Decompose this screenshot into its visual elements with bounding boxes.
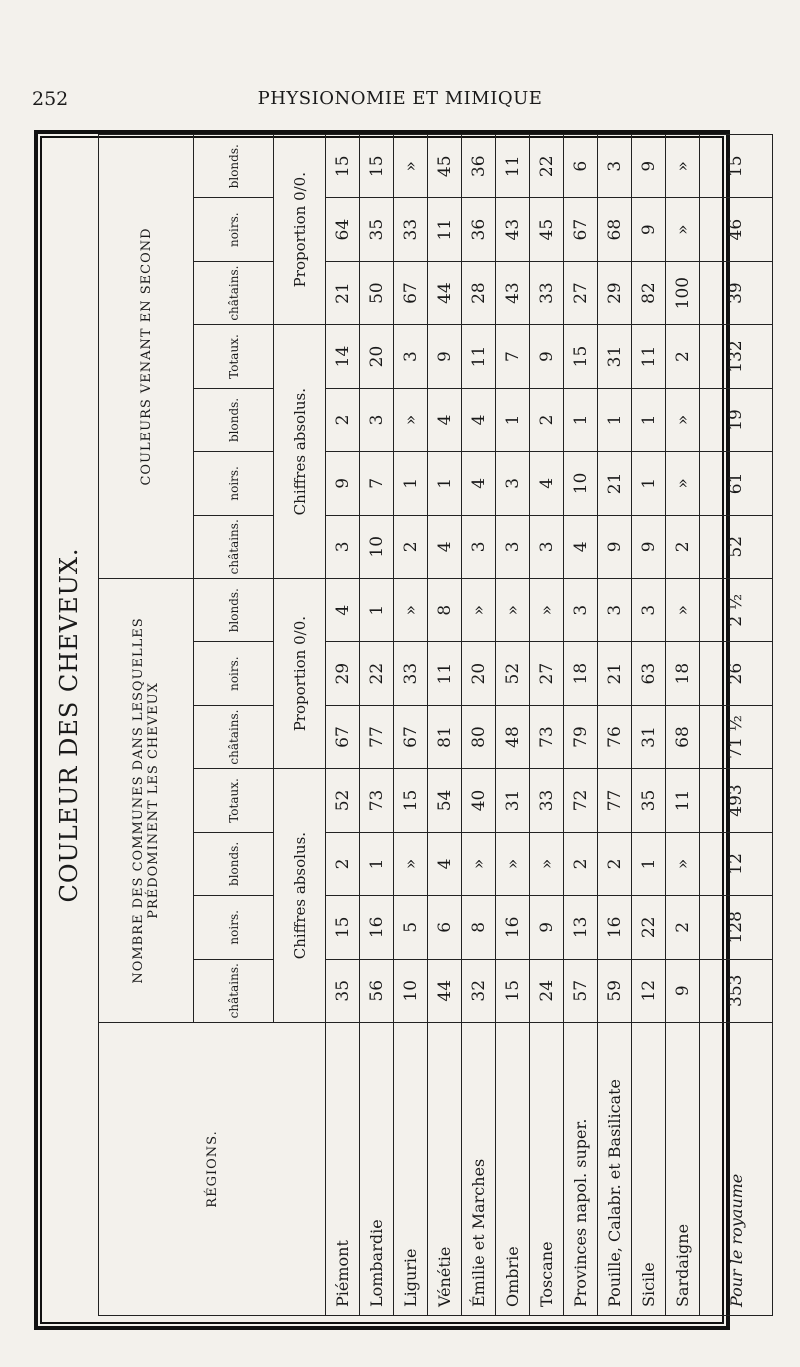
table-cell: 31 (496, 769, 530, 832)
table-cell: 73 (360, 769, 394, 832)
total-cell: 128 (700, 896, 773, 959)
table-cell: 28 (462, 261, 496, 324)
table-cell: 44 (428, 261, 462, 324)
table-cell: 31 (632, 705, 666, 768)
table-cell: 3 (496, 515, 530, 578)
table-cell: 81 (428, 705, 462, 768)
table-cell: 79 (564, 705, 598, 768)
table-cell: 27 (564, 261, 598, 324)
total-cell: 52 (700, 515, 773, 578)
table-cell: 2 (666, 896, 700, 959)
table-cell: 67 (394, 261, 428, 324)
region-name: Sardaigne (666, 1022, 700, 1315)
column-label: blonds. (194, 579, 274, 642)
table-cell: 57 (564, 959, 598, 1022)
table-cell: 50 (360, 261, 394, 324)
table-cell: 1 (632, 452, 666, 515)
table-cell: 2 (666, 515, 700, 578)
column-label: châtains. (194, 515, 274, 578)
column-label: blonds. (194, 135, 274, 198)
table-cell: 2 (666, 325, 700, 388)
table-cell: 15 (326, 896, 360, 959)
table-cell: 15 (326, 135, 360, 198)
table-cell: 15 (394, 769, 428, 832)
table-cell: » (666, 832, 700, 895)
table-cell: » (462, 579, 496, 642)
table-cell: 33 (394, 198, 428, 261)
table-cell: 3 (530, 515, 564, 578)
column-label: châtains. (194, 959, 274, 1022)
table-cell: 4 (462, 452, 496, 515)
table-cell: 45 (530, 198, 564, 261)
region-name: Émilie et Marches (462, 1022, 496, 1315)
table-cell: 3 (496, 452, 530, 515)
table-row (564, 135, 598, 1316)
table-cell: 33 (394, 642, 428, 705)
table-cell: » (394, 135, 428, 198)
total-cell: 12 (700, 832, 773, 895)
region-name: Sicile (632, 1022, 666, 1315)
total-cell: 26 (700, 642, 773, 705)
table-cell: 10 (394, 959, 428, 1022)
table-cell: 1 (428, 452, 462, 515)
table-cell: 33 (530, 261, 564, 324)
region-name: Piémont (326, 1022, 360, 1315)
table-cell: 56 (360, 959, 394, 1022)
table-cell: 67 (394, 705, 428, 768)
table-cell: 21 (598, 642, 632, 705)
table-cell: 21 (598, 452, 632, 515)
table-cell: 3 (598, 579, 632, 642)
table-row (530, 135, 564, 1316)
table-cell: 24 (530, 959, 564, 1022)
group2-header: COULEURS VENANT EN SECOND (99, 135, 194, 579)
table-cell: 20 (462, 642, 496, 705)
table-cell: 43 (496, 261, 530, 324)
table-cell: 4 (462, 388, 496, 451)
table-cell: 4 (326, 579, 360, 642)
total-row (700, 135, 773, 1316)
table-cell: » (530, 579, 564, 642)
table-row (428, 135, 462, 1316)
running-head: PHYSIONOMIE ET MIMIQUE (257, 88, 543, 109)
table-cell: 9 (530, 325, 564, 388)
total-cell: 71 ½ (700, 705, 773, 768)
rotated-table-container (40, 134, 746, 1316)
table-cell: 11 (632, 325, 666, 388)
table-cell: 1 (496, 388, 530, 451)
table-cell: 4 (428, 832, 462, 895)
table-cell: 40 (462, 769, 496, 832)
table-cell: 1 (360, 579, 394, 642)
total-cell: 132 (700, 325, 773, 388)
total-cell: 15 (700, 135, 773, 198)
total-label: Pour le royaume (700, 1022, 773, 1315)
table-cell: 16 (598, 896, 632, 959)
table-cell: 11 (666, 769, 700, 832)
region-name: Ombrie (496, 1022, 530, 1315)
table-cell: 7 (360, 452, 394, 515)
table-cell: 2 (598, 832, 632, 895)
table-cell: 76 (598, 705, 632, 768)
table-cell: » (462, 832, 496, 895)
table-cell: 16 (360, 896, 394, 959)
column-label: blonds. (194, 388, 274, 451)
region-name: Provinces napol. super. (564, 1022, 598, 1315)
table-cell: » (666, 198, 700, 261)
table-cell: 35 (326, 959, 360, 1022)
table-cell: 4 (428, 388, 462, 451)
table-cell: 80 (462, 705, 496, 768)
table-row (632, 135, 666, 1316)
region-name: Toscane (530, 1022, 564, 1315)
table-cell: 9 (666, 959, 700, 1022)
table-cell: 54 (428, 769, 462, 832)
table-cell: 1 (598, 388, 632, 451)
table-cell: 22 (632, 896, 666, 959)
table-cell: 36 (462, 135, 496, 198)
table-cell: 31 (598, 325, 632, 388)
table-cell: 59 (598, 959, 632, 1022)
total-cell: 46 (700, 198, 773, 261)
table-cell: 63 (632, 642, 666, 705)
table-cell: 1 (632, 388, 666, 451)
table-cell: 35 (360, 198, 394, 261)
table-cell: 52 (326, 769, 360, 832)
table-cell: 29 (326, 642, 360, 705)
sub-proportion-1: Proportion 0/0. (274, 579, 326, 769)
table-cell: 6 (564, 135, 598, 198)
column-label: châtains. (194, 261, 274, 324)
sub-proportion-2: Proportion 0/0. (274, 135, 326, 325)
table-cell: 15 (360, 135, 394, 198)
region-name: Ligurie (394, 1022, 428, 1315)
table-cell: 3 (394, 325, 428, 388)
table-cell: 52 (496, 642, 530, 705)
table-cell: 3 (598, 135, 632, 198)
sub-absolute-1: Chiffres absolus. (274, 769, 326, 1023)
table-cell: 1 (360, 832, 394, 895)
table-cell: 68 (666, 705, 700, 768)
table-cell: 82 (632, 261, 666, 324)
table-cell: » (394, 832, 428, 895)
table-cell: 72 (564, 769, 598, 832)
table-cell: 2 (394, 515, 428, 578)
table-cell: 11 (496, 135, 530, 198)
table-cell: 1 (564, 388, 598, 451)
table-cell: 2 (326, 388, 360, 451)
table-cell: » (496, 579, 530, 642)
table-cell: 3 (360, 388, 394, 451)
table-cell: 15 (496, 959, 530, 1022)
table-cell: 36 (462, 198, 496, 261)
table-cell: 43 (496, 198, 530, 261)
table-cell: 1 (632, 832, 666, 895)
table-cell: » (394, 388, 428, 451)
table-cell: 15 (564, 325, 598, 388)
table-cell: 9 (632, 198, 666, 261)
table-cell: 3 (564, 579, 598, 642)
table-cell: » (666, 388, 700, 451)
total-cell: 353 (700, 959, 773, 1022)
table-cell: » (394, 579, 428, 642)
table-cell: 33 (530, 769, 564, 832)
region-name: Vénétie (428, 1022, 462, 1315)
table-cell: 67 (326, 705, 360, 768)
table-cell: 14 (326, 325, 360, 388)
table-cell: 2 (326, 832, 360, 895)
table-cell: 44 (428, 959, 462, 1022)
total-cell: 39 (700, 261, 773, 324)
region-header: RÉGIONS. (99, 1022, 326, 1315)
total-cell: 2 ½ (700, 579, 773, 642)
table-cell: 68 (598, 198, 632, 261)
table-cell: 20 (360, 325, 394, 388)
table-row (326, 135, 360, 1316)
table-cell: 21 (326, 261, 360, 324)
table-cell: 27 (530, 642, 564, 705)
table-cell: 13 (564, 896, 598, 959)
table-cell: 2 (564, 832, 598, 895)
group1-header: NOMBRE DES COMMUNES DANS LESQUELLES PRÉDOMINENT LES CHEVEUX (99, 579, 194, 1023)
table-cell: 6 (428, 896, 462, 959)
table-cell: 22 (360, 642, 394, 705)
column-label: noirs. (194, 198, 274, 261)
table-cell: 4 (530, 452, 564, 515)
sub-absolute-2: Chiffres absolus. (274, 325, 326, 579)
table-cell: 8 (462, 896, 496, 959)
table-cell: » (666, 579, 700, 642)
table-cell: » (666, 452, 700, 515)
table-cell: 16 (496, 896, 530, 959)
table-cell: 18 (666, 642, 700, 705)
total-cell: 493 (700, 769, 773, 832)
table-cell: 11 (428, 642, 462, 705)
table-cell: 48 (496, 705, 530, 768)
table-cell: 11 (428, 198, 462, 261)
table-cell: 29 (598, 261, 632, 324)
table-cell: 1 (394, 452, 428, 515)
table-cell: » (496, 832, 530, 895)
table-cell: 5 (394, 896, 428, 959)
table-cell: 4 (428, 515, 462, 578)
table-cell: » (666, 135, 700, 198)
table-cell: 100 (666, 261, 700, 324)
table-cell: 3 (632, 579, 666, 642)
table-cell: 9 (632, 135, 666, 198)
table-cell: 9 (326, 452, 360, 515)
table-cell: 9 (632, 515, 666, 578)
table-cell: 45 (428, 135, 462, 198)
table-cell: » (530, 832, 564, 895)
table-cell: 22 (530, 135, 564, 198)
table-row (666, 135, 700, 1316)
table-cell: 11 (462, 325, 496, 388)
page-number: 252 (32, 88, 69, 110)
table-cell: 32 (462, 959, 496, 1022)
table-row (598, 135, 632, 1316)
table-cell: 73 (530, 705, 564, 768)
table-cell: 18 (564, 642, 598, 705)
table-cell: 7 (496, 325, 530, 388)
table-cell: 10 (360, 515, 394, 578)
table-cell: 77 (360, 705, 394, 768)
column-label: noirs. (194, 452, 274, 515)
table-row (462, 135, 496, 1316)
column-label: blonds. (194, 832, 274, 895)
table-caption: COULEUR DES CHEVEUX. (55, 547, 83, 903)
column-label: noirs. (194, 896, 274, 959)
table-cell: 9 (530, 896, 564, 959)
total-cell: 61 (700, 452, 773, 515)
table-cell: 8 (428, 579, 462, 642)
table-cell: 9 (598, 515, 632, 578)
table-cell: 3 (462, 515, 496, 578)
table-cell: 77 (598, 769, 632, 832)
table-cell: 67 (564, 198, 598, 261)
table-cell: 4 (564, 515, 598, 578)
column-label: châtains. (194, 705, 274, 768)
column-label: noirs. (194, 642, 274, 705)
region-name: Lombardie (360, 1022, 394, 1315)
total-cell: 19 (700, 388, 773, 451)
table-cell: 9 (428, 325, 462, 388)
hair-color-table (40, 134, 773, 1316)
table-cell: 3 (326, 515, 360, 578)
table-row (394, 135, 428, 1316)
table-row (360, 135, 394, 1316)
table-row (496, 135, 530, 1316)
table-cell: 64 (326, 198, 360, 261)
column-label: Totaux. (194, 325, 274, 388)
column-label: Totaux. (194, 769, 274, 832)
table-cell: 35 (632, 769, 666, 832)
table-cell: 10 (564, 452, 598, 515)
table-cell: 2 (530, 388, 564, 451)
region-name: Pouille, Calabr. et Basilicate (598, 1022, 632, 1315)
table-cell: 12 (632, 959, 666, 1022)
